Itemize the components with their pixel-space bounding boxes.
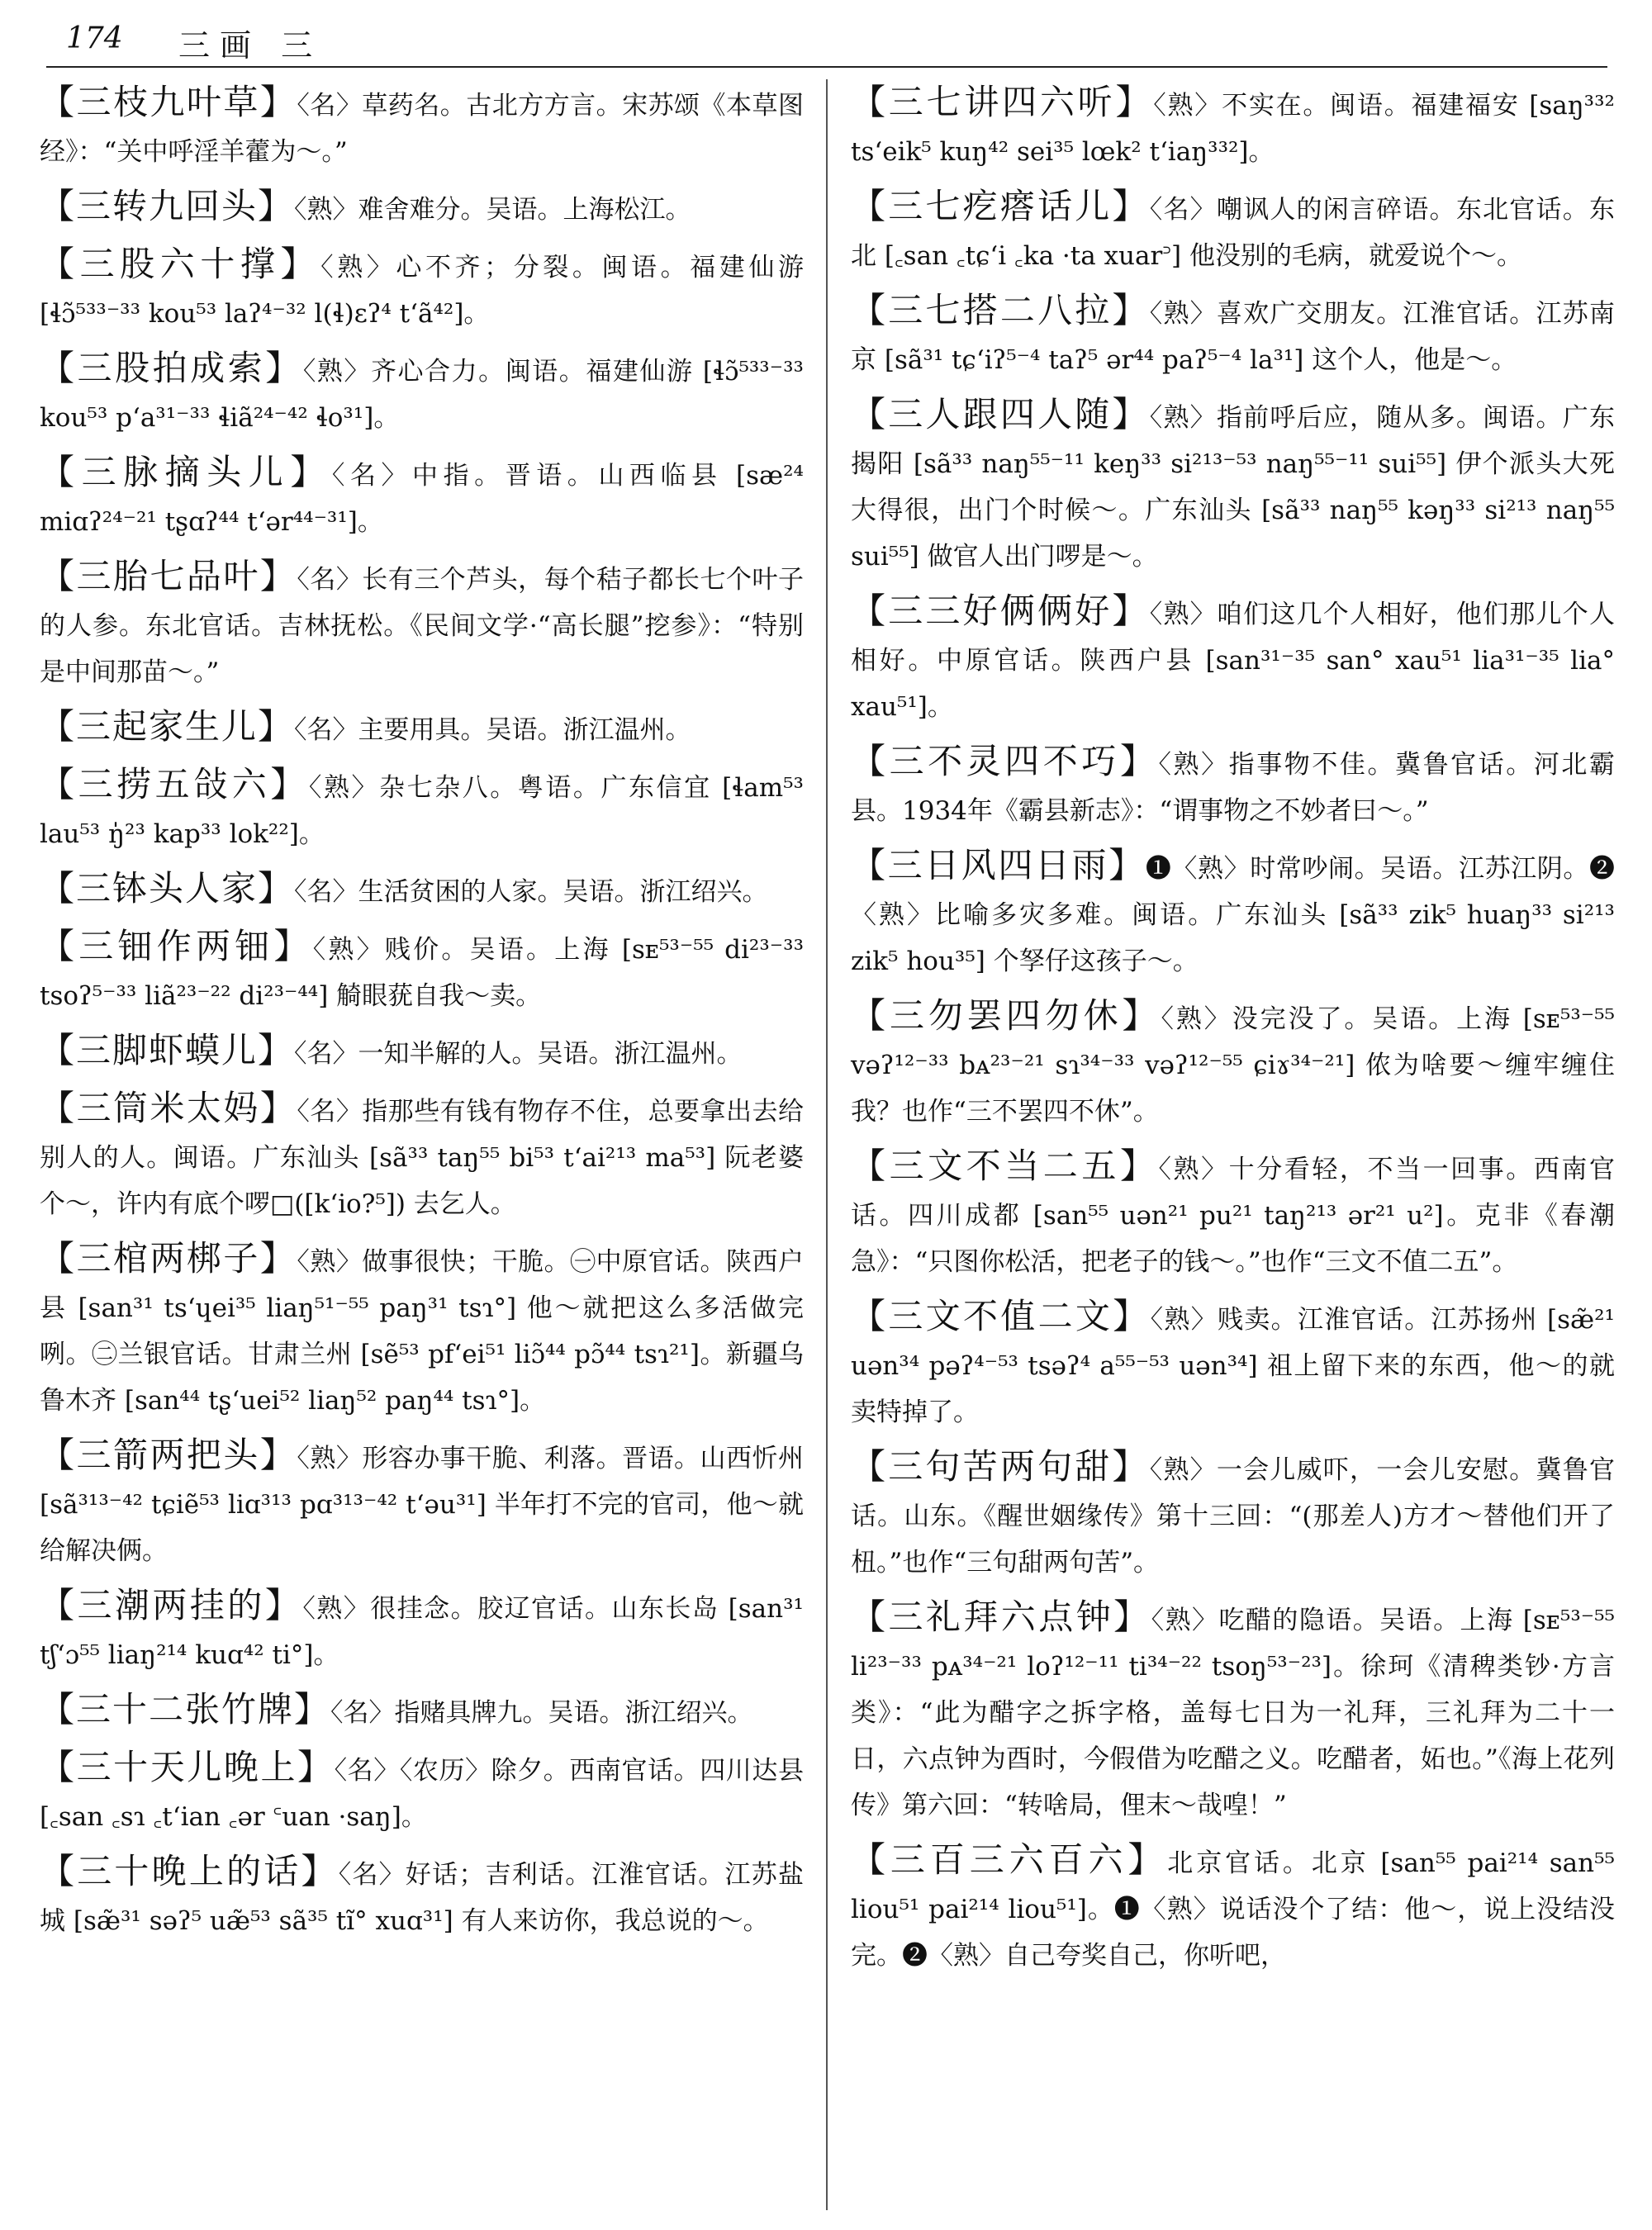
- entry-definition: 〈熟〉贱卖。江淮官话。江苏扬州 [sæ̃²¹ uən³⁴ pəʔ⁴⁻⁵³ tsəʔ⁴ a⁵⁵⁻⁵³ uən³⁴] 祖上留下来的东西，他～的就卖特掉了。: [851, 1305, 1615, 1427]
- entry-headword: 【 三筒米太妈 】: [40, 1088, 297, 1128]
- entry-headword: 【 三七讲四六听 】: [851, 82, 1153, 122]
- entry-headword: 【 三转九回头 】: [40, 186, 294, 226]
- dictionary-entry: [851, 1293, 1615, 1435]
- dictionary-entry: [40, 449, 804, 545]
- entry-headword: 【 三起家生儿 】: [40, 706, 294, 747]
- entry-definition: 〈熟〉咱们这几个人相好，他们那儿个人相好。中原官话。陕西户县 [san³¹⁻³⁵ san° xau⁵¹ lia³¹⁻³⁵ lia° xau⁵¹]。: [851, 600, 1615, 722]
- entry-definition: 〈熟〉吃醋的隐语。吴语。上海 [sᴇ⁵³⁻⁵⁵ li²³⁻³³ pᴀ³⁴⁻²¹ loʔ¹²⁻¹¹ ti³⁴⁻²² tsoŋ⁵³⁻²³]。徐珂《清稗类钞·方言类》：“此为醋字之拆字格，盖每七日为一礼拜，三礼拜为二十一日，六点钟为酉时，今假借为吃醋之义。吃醋者，妬也。”《海上花列传》第六回：“转啥局，俚末～哉喤！”: [851, 1606, 1615, 1820]
- page-number: 174: [66, 21, 123, 55]
- dictionary-entry: [40, 866, 804, 915]
- entry-headword: 【 三不灵四不巧 】: [851, 741, 1159, 781]
- entry-definition: 〈熟〉心不齐；分裂。闽语。福建仙游 [ɬɔ̃⁵³³⁻³³ kou⁵³ laʔ⁴⁻³² l(ɬ)ɛʔ⁴ t‘ã⁴²]。: [40, 253, 804, 329]
- entry-definition: 〈名〉中指。晋语。山西临县 [sæ²⁴ miɑʔ²⁴⁻²¹ tʂɑʔ⁴⁴ t‘ər⁴⁴⁻³¹]。: [40, 461, 804, 537]
- entry-headword: 【 三箭两把头 】: [40, 1435, 297, 1475]
- entry-definition: 〈名〉〈农历〉除夕。西南官话。四川达县 [꜀san ꜀sɿ ꜀t‘ian ꜀ər ꜂uan ·saŋ]。: [40, 1756, 804, 1832]
- left-column: [40, 79, 804, 1952]
- dictionary-entry: [40, 183, 804, 233]
- entry-definition: ❶〈熟〉时常吵闹。吴语。江苏江阴。❷〈熟〉比喻多灾多难。闽语。广东汕头 [sã³³ zik⁵ huaŋ³³ si²¹³ zik⁵ hou³⁵] 个孥仔这孩子～。: [851, 854, 1615, 976]
- dictionary-entry: [851, 842, 1615, 985]
- entry-definition: 〈熟〉不实在。闽语。福建福安 [saŋ³³² ts‘eik⁵ kuŋ⁴² sei³⁵ lœk² t‘iaŋ³³²]。: [851, 91, 1615, 167]
- entry-headword: 【 三三好俩俩好 】: [851, 591, 1150, 631]
- dictionary-entry: [851, 1143, 1615, 1285]
- dictionary-entry: [40, 1236, 804, 1424]
- dictionary-entry: [40, 1687, 804, 1736]
- entry-definition: 〈名〉一知半解的人。吴语。浙江温州。: [294, 1039, 743, 1069]
- dictionary-entry: [851, 738, 1615, 834]
- entry-headword: 【 三人跟四人随 】: [851, 394, 1150, 434]
- entry-headword: 【 三十晚上的话 】: [40, 1851, 339, 1891]
- entry-definition: 〈熟〉很挂念。胶辽官话。山东长岛 [san³¹ tʃ‘ɔ⁵⁵ liaŋ²¹⁴ kuɑ⁴² ti°]。: [40, 1594, 804, 1670]
- entry-definition: 〈名〉嘲讽人的闲言碎语。东北官话。东北 [꜀san ꜀tɕ‘i ꜀ka ·ta xuar꜄] 他没别的毛病，就爱说个～。: [851, 195, 1615, 271]
- dictionary-entry: [40, 345, 804, 441]
- dictionary-entry: [851, 1594, 1615, 1829]
- entry-definition: 〈熟〉杂七杂八。粤语。广东信宜 [ɬam⁵³ lau⁵³ ŋ̍²³ kap³³ lok²²]。: [40, 773, 804, 849]
- entry-definition: 〈名〉主要用具。吴语。浙江温州。: [294, 715, 691, 745]
- dictionary-entry: [40, 1085, 804, 1227]
- dictionary-entry: [40, 1432, 804, 1574]
- entry-headword: 【 三日风四日雨 】: [851, 845, 1146, 885]
- dictionary-entry: [851, 1837, 1615, 1979]
- entry-definition: 〈熟〉喜欢广交朋友。江淮官话。江苏南京 [sã³¹ tɕ‘iʔ⁵⁻⁴ taʔ⁵ ər⁴⁴ paʔ⁵⁻⁴ la³¹] 这个人，他是～。: [851, 299, 1615, 375]
- entry-definition: 〈名〉指赌具牌九。吴语。浙江绍兴。: [330, 1698, 753, 1728]
- dictionary-entry: [40, 1582, 804, 1678]
- dictionary-entry: [40, 1027, 804, 1077]
- entry-headword: 【 三十天儿晚上 】: [40, 1747, 335, 1787]
- entry-headword: 【 三句苦两句甜 】: [851, 1446, 1150, 1487]
- entry-headword: 【 三脚虾蟆儿 】: [40, 1030, 294, 1070]
- entry-headword: 【 三枝九叶草 】: [40, 82, 297, 122]
- column-divider: [826, 79, 828, 2210]
- dictionary-entry: [851, 993, 1615, 1135]
- entry-headword: 【 三文不值二文 】: [851, 1296, 1151, 1336]
- page-header: [46, 15, 1607, 64]
- entry-definition: 北京官话。北京 [san⁵⁵ pai²¹⁴ san⁵⁵ liou⁵¹ pai²¹⁴ liou⁵¹]。❶〈熟〉说话没个了结：他～，说上没结没完。❷〈熟〉自己夸奖自己，你听吧，: [851, 1848, 1615, 1971]
- entry-definition: 〈熟〉没完没了。吴语。上海 [sᴇ⁵³⁻⁵⁵ vəʔ¹²⁻³³ bᴀ²³⁻²¹ sɿ³⁴⁻³³ vəʔ¹²⁻⁵⁵ ɕiɤ³⁴⁻²¹] 侬为啥要～缠牢缠住我？也作“三不罢四不休”。: [851, 1004, 1615, 1127]
- entry-definition: 〈熟〉做事很快；干脆。㊀中原官话。陕西户县 [san³¹ ts‘ɥei³⁵ liaŋ⁵¹⁻⁵⁵ paŋ³¹ tsɿ°] 他～就把这么多活做完咧。㊁兰银官话。甘肃兰州 [sẽ⁵³ pf‘ei⁵¹ liɔ̃⁴⁴ pɔ̃⁴⁴ tsɿ²¹]。新疆乌鲁木齐 [san⁴⁴ tʂ‘uei⁵² liaŋ⁵² paŋ⁴⁴ tsɿ°]。: [40, 1247, 804, 1416]
- entry-headword: 【 三股六十撑 】: [40, 244, 320, 284]
- entry-definition: 〈名〉草药名。古北方方言。宋苏颂《本草图经》：“关中呼淫羊藿为～。”: [40, 91, 804, 167]
- entry-definition: 〈名〉生活贫困的人家。吴语。浙江绍兴。: [294, 877, 768, 907]
- dictionary-entry: [40, 241, 804, 337]
- entry-definition: 〈熟〉一会儿威吓，一会儿安慰。冀鲁官话。山东。《醒世姻缘传》第十三回：“(那差人)方才～替他们开了杻。”也作“三句甜两句苦”。: [851, 1455, 1615, 1578]
- entry-headword: 【 三胎七品叶 】: [40, 556, 297, 596]
- dictionary-entry: [40, 762, 804, 857]
- entry-definition: 〈熟〉指前呼后应，随从多。闽语。广东揭阳 [sã³³ naŋ⁵⁵⁻¹¹ keŋ³³ si²¹³⁻⁵³ naŋ⁵⁵⁻¹¹ sui⁵⁵] 伊个派头大死大得很，出门个时候～。广东汕头 [sã³³ naŋ⁵⁵ kəŋ³³ si²¹³ naŋ⁵⁵ sui⁵⁵] 做官人出门啰是～。: [851, 403, 1615, 572]
- entry-headword: 【 三钿作两钿 】: [40, 926, 313, 966]
- entry-headword: 【 三捞五敆六 】: [40, 764, 309, 804]
- entry-definition: 〈名〉指那些有钱有物存不住，总要拿出去给别人的人。闽语。广东汕头 [sã³³ taŋ⁵⁵ bi⁵³ t‘ai²¹³ ma⁵³] 阮老婆个～，许内有底个啰□([k‘io?⁵]) 去乞人。: [40, 1097, 804, 1219]
- entry-headword: 【 三棺两梆子 】: [40, 1238, 297, 1279]
- dictionary-entry: [851, 1444, 1615, 1586]
- entry-headword: 【 三钵头人家 】: [40, 868, 294, 909]
- entry-definition: 〈熟〉指事物不佳。冀鲁官话。河北霸县。1934年《霸县新志》：“谓事物之不妙者曰～。”: [851, 750, 1615, 826]
- entry-headword: 【 三七疙瘩话儿 】: [851, 186, 1150, 226]
- entry-headword: 【 三文不当二五 】: [851, 1146, 1159, 1186]
- running-title: 三画 三: [178, 27, 323, 64]
- dictionary-entry: [40, 553, 804, 695]
- dictionary-entry: [40, 79, 804, 175]
- dictionary-entry: [851, 588, 1615, 730]
- entry-headword: 【 三脉摘头儿 】: [40, 452, 332, 492]
- dictionary-entry: [851, 183, 1615, 279]
- entry-definition: 〈熟〉十分看轻，不当一回事。西南官话。四川成都 [san⁵⁵ uən²¹ pu²¹ taŋ²¹³ ər²¹ u²]。克非《春潮急》：“只图你松活，把老子的钱～。”也作“三文不值二五”。: [851, 1155, 1615, 1277]
- entry-definition: 〈熟〉难舍难分。吴语。上海松江。: [294, 195, 691, 225]
- entry-definition: 〈熟〉形容办事干脆、利落。晋语。山西忻州 [sã³¹³⁻⁴² tɕiẽ⁵³ liɑ³¹³ pɑ³¹³⁻⁴² t‘əu³¹] 半年打不完的官司，他～就给解决俩。: [40, 1444, 804, 1566]
- entry-definition: 〈名〉好话；吉利话。江淮官话。江苏盐城 [sæ̃³¹ səʔ⁵ uæ̃⁵³ sã³⁵ tĩ° xuɑ³¹] 有人来访你，我总说的～。: [40, 1860, 804, 1936]
- header-rule: [46, 66, 1607, 68]
- entry-headword: 【 三潮两挂的 】: [40, 1585, 302, 1625]
- dictionary-entry: [851, 79, 1615, 175]
- entry-headword: 【 三股拍成索 】: [40, 348, 303, 388]
- entry-headword: 【 三礼拜六点钟 】: [851, 1597, 1151, 1637]
- entry-definition: 〈名〉长有三个芦头，每个秸子都长七个叶子的人参。东北官话。吉林抚松。《民间文学·“高长腿”挖参》：“特别是中间那苗～。”: [40, 565, 804, 687]
- right-column: [851, 79, 1615, 1987]
- dictionary-entry: [851, 391, 1615, 580]
- entry-headword: 【 三十二张竹牌 】: [40, 1689, 330, 1729]
- entry-headword: 【 三七搭二八拉 】: [851, 290, 1150, 330]
- dictionary-entry: [40, 1848, 804, 1944]
- entry-headword: 【 三百三六百六 】: [851, 1839, 1167, 1880]
- dictionary-entry: [40, 704, 804, 753]
- dictionary-entry: [851, 287, 1615, 383]
- dictionary-entry: [40, 923, 804, 1019]
- entry-definition: 〈熟〉齐心合力。闽语。福建仙游 [ɬɔ̃⁵³³⁻³³ kou⁵³ p‘a³¹⁻³³ ɬiã²⁴⁻⁴² ɬo³¹]。: [40, 357, 804, 433]
- entry-definition: 〈熟〉贱价。吴语。上海 [sᴇ⁵³⁻⁵⁵ di²³⁻³³ tsoʔ⁵⁻³³ liã²³⁻²² di²³⁻⁴⁴] 觭眼莸自我～卖。: [40, 935, 804, 1011]
- entry-headword: 【 三勿罢四勿休 】: [851, 995, 1161, 1036]
- dictionary-entry: [40, 1744, 804, 1840]
